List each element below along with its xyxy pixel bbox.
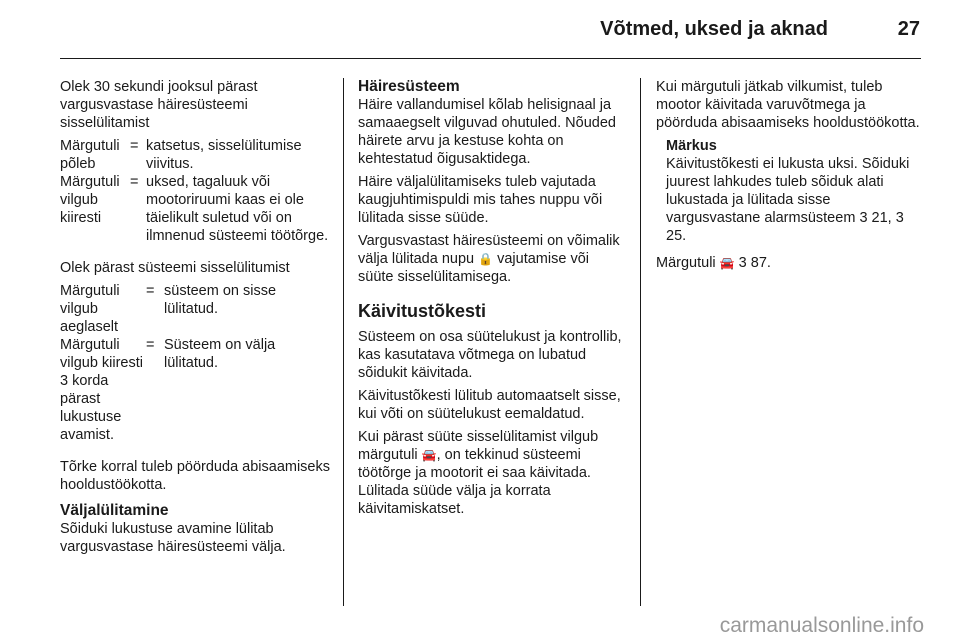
column-divider-2 bbox=[640, 78, 641, 606]
immobiliser-text-3 bbox=[358, 428, 628, 518]
column-2 bbox=[358, 78, 628, 523]
status-key: Märgutuli vilgub kiiresti bbox=[60, 174, 120, 226]
fault-text: Tõrke korral tuleb pöörduda abisaamiseks hooldustöökotta. bbox=[60, 459, 330, 493]
status-value: Süsteem on välja lülitatud. bbox=[164, 337, 276, 371]
watermark: carmanualsonline.info bbox=[719, 614, 924, 637]
note-text: Käivitustõkesti ei lukusta uksi. Sõiduki juurest lahkudes tuleb sõiduk alati lukustada ja lülitada sisse vargusvastane alarmsüsteem 3 21, 3 25. bbox=[666, 156, 910, 244]
column-1 bbox=[60, 78, 332, 561]
car-key-icon: 🚘 bbox=[421, 448, 437, 462]
page-ref-link[interactable]: 3 25. bbox=[666, 210, 904, 244]
lock-icon: 🔒 bbox=[478, 252, 494, 266]
status-key: Märgutuli põleb bbox=[60, 138, 120, 172]
immobiliser-text-2: Käivitustõkesti lülitub automaatselt sisse, kui võti on süütelukust eemaldatud. bbox=[358, 388, 621, 422]
status-table-1 bbox=[60, 137, 332, 245]
status-eq: = bbox=[146, 283, 155, 299]
note-body: Käivitustõkesti ei lukusta uksi. Sõiduki juurest lahkudes tuleb sõiduk alati lukustada ja lülitada sisse vargusvastane alarmsüsteem bbox=[666, 156, 910, 226]
alarm-text-3 bbox=[358, 232, 628, 286]
page-ref-link[interactable]: 3 87. bbox=[738, 255, 771, 271]
page-number: 27 bbox=[897, 18, 920, 40]
immobiliser-text-3-after: , on tekkinud süsteemi töötõrge ja mootorit ei saa käivitada. Lülitada süüde välja ja korrata käivitamiskatset. bbox=[358, 447, 591, 517]
alarm-text-3-after: vajutamise või süüte sisselülitamisega. bbox=[358, 251, 589, 285]
section-heading-alarm: Häiresüsteem bbox=[358, 78, 460, 95]
alarm-text-3-before: Vargusvastast häiresüsteemi on võimalik välja lülitada nupu bbox=[358, 233, 620, 267]
status-eq: = bbox=[130, 138, 139, 154]
table-row bbox=[60, 137, 332, 173]
deactivation-text: Sõiduki lukustuse avamine lülitab vargusvastase häiresüsteemi välja. bbox=[60, 521, 286, 555]
indicator-ref bbox=[656, 254, 926, 272]
status-intro-2: Olek pärast süsteemi sisselülitumist bbox=[60, 260, 290, 276]
header-rule bbox=[60, 58, 921, 59]
status-value: süsteem on sisse lülitatud. bbox=[164, 283, 277, 317]
alarm-text-1: Häire vallandumisel kõlab helisignaal ja samaaegselt vilguvad ohutuled. Nõuded häirete arvu ja kestuse kohta on kehtestatud õigusaktidega. bbox=[358, 97, 616, 167]
status-eq: = bbox=[146, 337, 155, 353]
page-header-title: Võtmed, uksed ja aknad bbox=[600, 18, 828, 40]
note-title: Märkus bbox=[666, 138, 717, 154]
table-row bbox=[60, 173, 332, 245]
alarm-text-2: Häire väljalülitamiseks tuleb vajutada kaugjuhtimispuldi mis tahes nuppu või lülitada sisse süüde. bbox=[358, 174, 603, 226]
status-key: Märgutuli vilgub aeglaselt bbox=[60, 283, 120, 335]
indicator-label: Märgutuli bbox=[656, 255, 716, 271]
note-box bbox=[656, 137, 926, 245]
car-key-icon: 🚘 bbox=[719, 256, 735, 270]
section-heading-immobiliser: Käivitustõkesti bbox=[358, 301, 487, 321]
table-row bbox=[60, 282, 332, 336]
status-value: uksed, tagaluuk või mootoriruumi kaas ei ole täielikult suletud või on ilmnenud süsteemi töötõrge. bbox=[146, 174, 329, 244]
column-3 bbox=[656, 78, 926, 277]
page-ref-link[interactable]: 3 21 bbox=[859, 210, 888, 226]
immobiliser-text-1: Süsteem on osa süütelukust ja kontrollib, kas kasutatava võtmega on lubatud sõidukit käivitada. bbox=[358, 329, 622, 381]
status-key: Märgutuli vilgub kiiresti 3 korda pärast lukustuse avamist. bbox=[60, 337, 143, 443]
blinking-text: Kui märgutuli jätkab vilkumist, tuleb mootor käivitada varuvõtmega ja pöörduda abisaamiseks hooldustöökotta. bbox=[656, 79, 920, 131]
section-heading-deactivation: Väljalülitamine bbox=[60, 502, 169, 519]
status-intro: Olek 30 sekundi jooksul pärast vargusvastase häiresüsteemi sisselülitamist bbox=[60, 79, 258, 131]
table-row bbox=[60, 336, 332, 444]
status-eq: = bbox=[130, 174, 139, 190]
status-value: katsetus, sisselülitumise viivitus. bbox=[146, 138, 302, 172]
status-table-2 bbox=[60, 282, 332, 444]
column-divider-1 bbox=[343, 78, 344, 606]
immobiliser-text-3-before: Kui pärast süüte sisselülitamist vilgub märgutuli bbox=[358, 429, 599, 463]
